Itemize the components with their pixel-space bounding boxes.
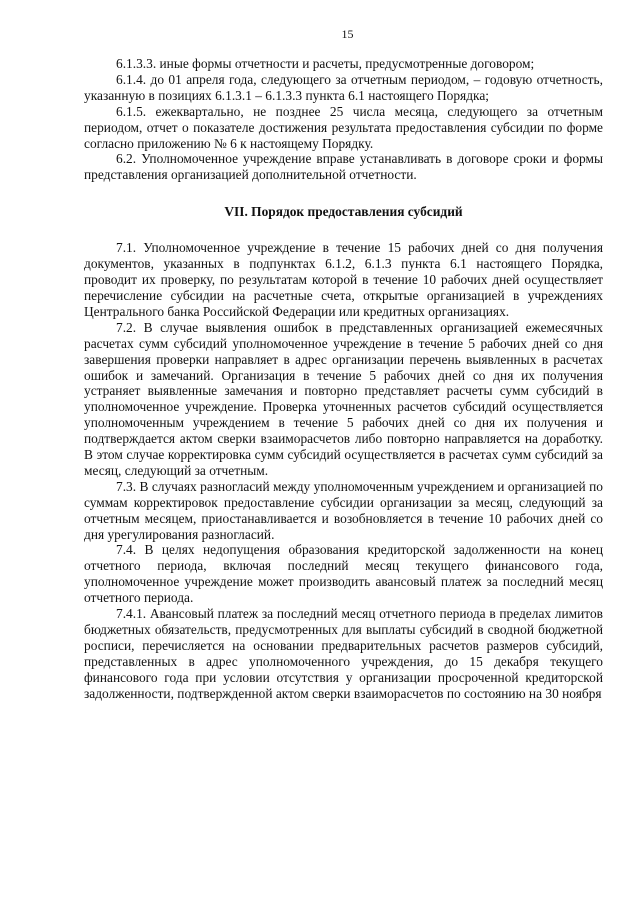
paragraph-6-2: 6.2. Уполномоченное учреждение вправе устанавливать в договоре сроки и формы представления организацией дополнительной отчетности. [84,151,603,183]
paragraph-6-1-3-3: 6.1.3.3. иные формы отчетности и расчеты, предусмотренные договором; [116,56,535,71]
section-heading: VII. Порядок предоставления субсидий [224,204,463,220]
document-page [84,26,603,702]
paragraph-7-4-1: 7.4.1. Авансовый платеж за последний месяц отчетного периода в пределах лимитов бюджетных обязательств, предусмотренных для выплаты субсидий в сводной бюджетной росписи, перечисляется на основании предварительных расчетов размеров субсидий, представленных в адрес уполномоченного учреждения, до 15 декабря текущего финансового года при условии отсутствия у организации просроченной кредиторской задолженности, подтвержденной актом сверки взаиморасчетов по состоянию на 30 ноября [84,606,603,701]
paragraph-7-3: 7.3. В случаях разногласий между уполномоченным учреждением и организацией по суммам корректировок предоставление субсидии организации за месяц, следующий за отчетным месяцем, приостанавливается и возобновляется в течение 10 рабочих дней со дня урегулирования разногласий. [84,478,603,542]
page-number: 15 [341,27,354,41]
paragraph-7-4: 7.4. В целях недопущения образования кредиторской задолженности на конец отчетного периода, включая последний месяц текущего финансового года, уполномоченное учреждение может производить авансовый платеж за последний месяц отчетного периода. [84,542,603,606]
paragraph-7-1: 7.1. Уполномоченное учреждение в течение 15 рабочих дней со дня получения документов, указанных в подпунктах 6.1.2, 6.1.3 пункта 6.1 настоящего Порядка, проводит их проверку, по результатам которой в течение 10 рабочих дней осуществляет перечисление субсидии на расчетные счета, открытые организацией в учреждениях Центрального банка Российской Федерации или кредитных организациях. [84,240,603,319]
paragraph-7-2: 7.2. В случае выявления ошибок в представленных организацией ежемесячных расчетах сумм субсидий уполномоченное учреждение в течение 5 рабочих дней со дня завершения проверки направляет в адрес организации перечень выявленных в расчетах ошибок и замечаний. Организация в течение 5 рабочих дней со дня их получения устраняет выявленные замечания и повторно представляет расчеты сумм субсидий в уполномоченное учреждение. Проверка уточненных расчетов субсидий осуществляется уполномоченным учреждением в течение 5 рабочих дней со дня их получения и подтверждается актом сверки взаиморасчетов либо повторно направляется на доработку. В этом случае корректировка сумм субсидий осуществляется в расчетах сумм субсидий за месяц, следующий за отчетным. [84,319,603,478]
paragraph-6-1-5: 6.1.5. ежеквартально, не позднее 25 числа месяца, следующего за отчетным периодом, отчет о показателе достижения результата предоставления субсидии по форме согласно приложению № 6 к настоящему Порядку. [84,103,603,151]
paragraph-6-1-4: 6.1.4. до 01 апреля года, следующего за отчетным периодом, – годовую отчетность, указанную в позициях 6.1.3.1 – 6.1.3.3 пункта 6.1 настоящего Порядка; [84,71,603,103]
